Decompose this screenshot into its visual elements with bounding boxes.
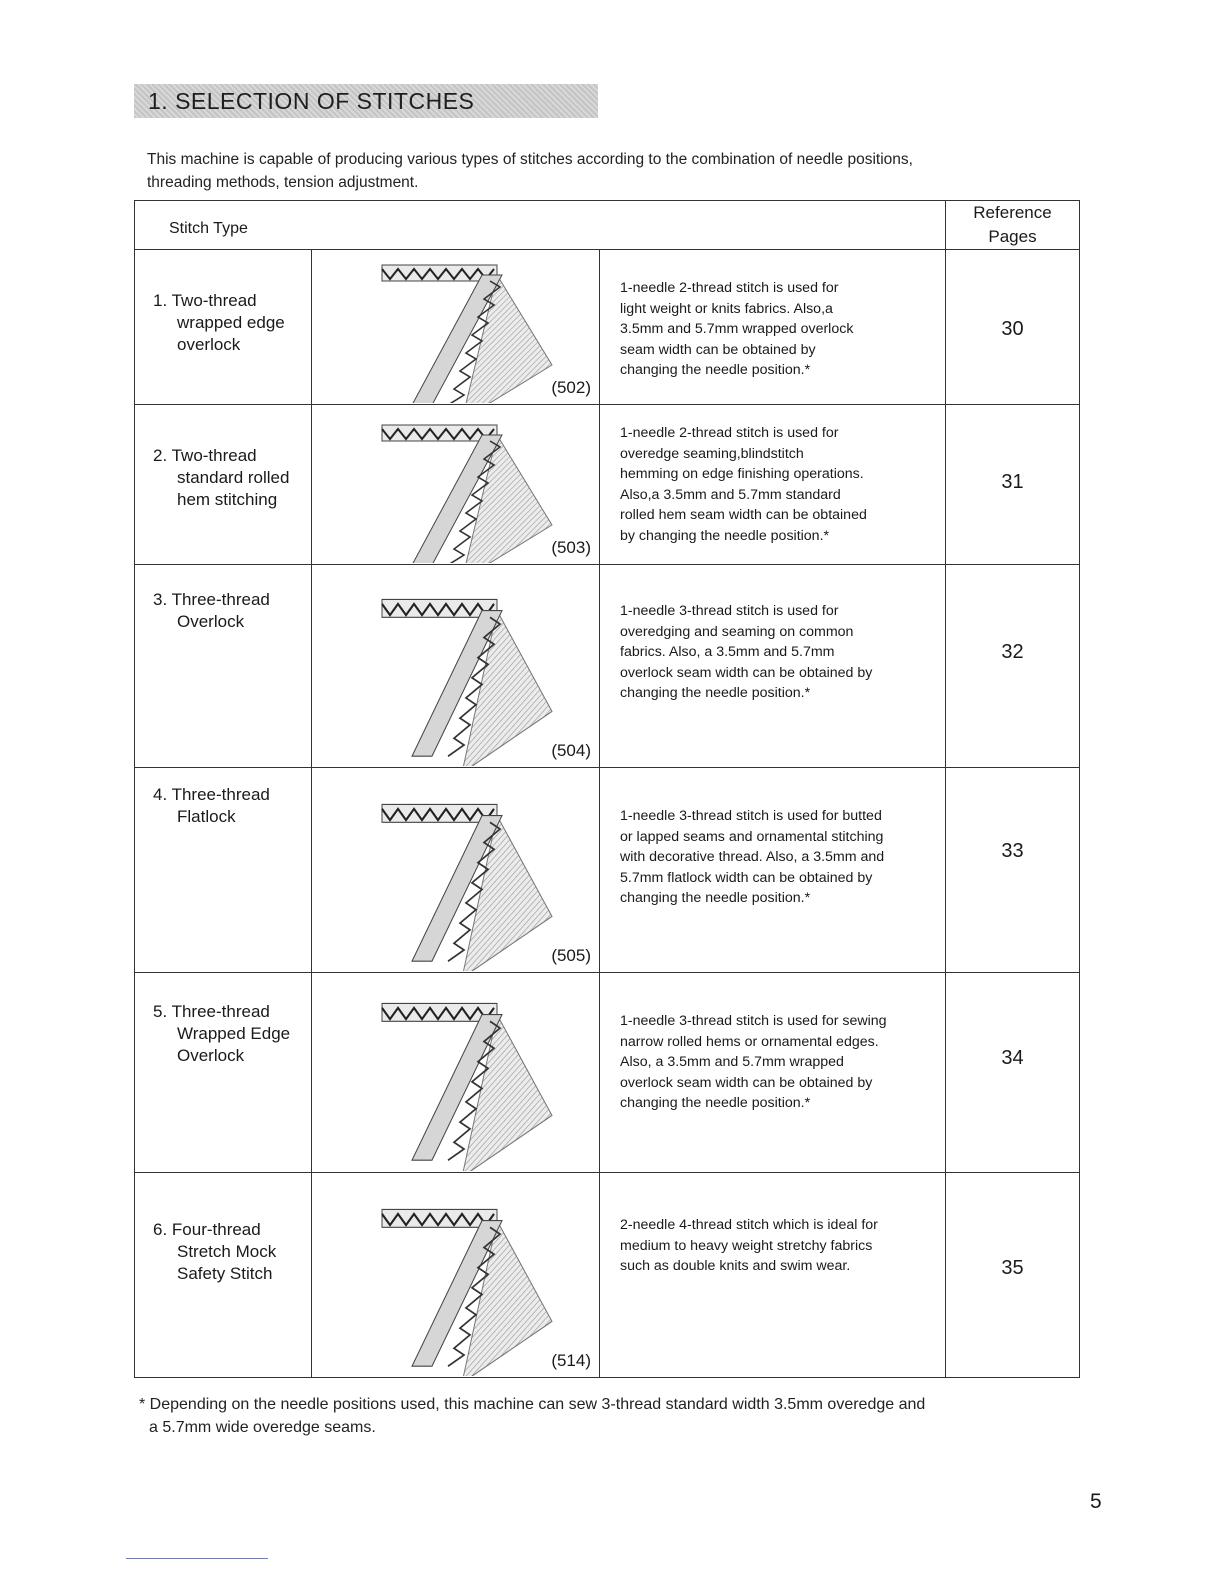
stitch-name-cell [135,768,312,973]
footnote [139,1393,925,1439]
stitch-name-cell [135,250,312,405]
description-line: changing the needle position.* [620,890,811,906]
table-row [135,565,1080,768]
reference-page: 33 [1001,840,1024,862]
stitch-code: (502) [551,378,591,397]
stitch-name-cell [135,405,312,565]
stitch-name-line: wrapped edge [177,313,285,332]
reference-page-cell [946,973,1080,1173]
description-line: or lapped seams and ornamental stitching [620,828,884,845]
description-line: with decorative thread. Also, a 3.5mm and [620,849,885,865]
stitch-name-line: overlock [177,335,241,354]
stitch-code: (504) [551,741,591,760]
stitch-diagram-504 [312,565,598,766]
stitch-diagram-cell [312,250,600,405]
description-line: changing the needle position.* [620,1095,811,1111]
stitch-name-line: Safety Stitch [177,1264,273,1283]
description-line: 3.5mm and 5.7mm wrapped overlock [620,321,854,337]
table-row [135,973,1080,1173]
description-line: 1-needle 2-thread stitch is used for [620,425,839,441]
page-number: 5 [1090,1490,1102,1513]
stitch-diagram-514 [312,1173,598,1376]
stitch-description-cell [600,250,946,405]
stitch-selection-table [134,200,1080,1378]
description-line: rolled hem seam width can be obtained [620,507,867,523]
header-ref-line-2: Pages [988,227,1037,246]
stitch-description-cell [600,405,946,565]
description-line: overedge seaming,blindstitch [620,445,804,462]
stitch-name-line: Overlock [177,612,245,631]
description-line: overedging and seaming on common [620,623,854,640]
description-line: 5.7mm flatlock width can be obtained by [620,869,873,886]
stitch-diagram-cell [312,405,600,565]
description-line: narrow rolled hems or ornamental edges. [620,1033,879,1050]
section-title: 1. SELECTION OF STITCHES [148,88,475,114]
description-line: 1-needle 3-thread stitch is used for sewing [620,1013,887,1029]
stitch-name-line: Overlock [177,1046,245,1065]
reference-page: 30 [1001,318,1024,340]
stitch-name-line: 3. Three-thread [153,590,270,609]
description-line: overlock seam width can be obtained by [620,1074,873,1091]
stitch-description-cell [600,1173,946,1378]
description-line: by changing the needle position.* [620,527,830,544]
table-row [135,405,1080,565]
footnote-line-2: a 5.7mm wide overedge seams. [149,1419,376,1436]
description-line: medium to heavy weight stretchy fabrics [620,1237,873,1254]
intro-paragraph [147,148,1077,194]
stitch-name-line: hem stitching [177,490,278,509]
stitch-name-line: Stretch Mock [177,1242,277,1261]
header-ref-line-1: Reference [973,203,1052,222]
description-line: overlock seam width can be obtained by [620,664,873,681]
header-reference-pages [946,201,1080,250]
stitch-name-cell [135,973,312,1173]
stitch-description-cell [600,768,946,973]
intro-line-2: threading methods, tension adjustment. [147,174,419,191]
reference-page: 31 [1001,471,1024,493]
table-header-row [135,201,1080,250]
description-line: 1-needle 3-thread stitch is used for [620,603,839,619]
section-title-bar [134,84,598,118]
stitch-name-line: 2. Two-thread [153,446,257,465]
stitch-name-line: 6. Four-thread [153,1220,261,1239]
stitch-name-line: Wrapped Edge [177,1024,291,1043]
reference-page: 32 [1001,641,1024,663]
reference-page-cell [946,768,1080,973]
description-line: hemming on edge finishing operations. [620,466,864,482]
reference-page-cell [946,1173,1080,1378]
description-line: changing the needle position.* [620,362,811,378]
stitch-name-line: 5. Three-thread [153,1002,270,1021]
stitch-name-line: 1. Two-thread [153,291,257,310]
stitch-diagram-wrapped-edge [312,973,598,1171]
description-line: fabrics. Also, a 3.5mm and 5.7mm [620,644,835,660]
reference-page-cell [946,250,1080,405]
stitch-code: (514) [551,1351,591,1370]
description-line: 1-needle 2-thread stitch is used for [620,280,839,296]
stitch-name-line: standard rolled [177,468,290,487]
stitch-name-line: Flatlock [177,807,236,826]
description-line: such as double knits and swim wear. [620,1258,851,1274]
reference-page-cell [946,405,1080,565]
stitch-diagram-cell [312,768,600,973]
header-stitch-type: Stitch Type [135,201,946,250]
reference-page: 35 [1001,1257,1024,1279]
footnote-line-1: * Depending on the needle positions used, this machine can sew 3-thread standard width 3.5mm overedge and [139,1396,926,1413]
stitch-description-cell [600,973,946,1173]
stitch-diagram-cell [312,565,600,768]
stitch-code: (503) [551,538,591,557]
description-line: changing the needle position.* [620,685,811,701]
stitch-diagram-505 [312,768,598,971]
table-row [135,768,1080,973]
stitch-diagram-cell [312,1173,600,1378]
intro-line-1: This machine is capable of producing various types of stitches according to the combination of needle positions, [147,151,913,168]
bottom-rule [126,1558,268,1559]
stitch-diagram-cell [312,973,600,1173]
stitch-name-line: 4. Three-thread [153,785,270,804]
description-line: Also, a 3.5mm and 5.7mm wrapped [620,1054,844,1070]
stitch-code: (505) [551,946,591,965]
description-line: light weight or knits fabrics. Also,a [620,300,833,317]
stitch-name-cell [135,1173,312,1378]
table-row [135,1173,1080,1378]
table-row [135,250,1080,405]
stitch-description-cell [600,565,946,768]
reference-page-cell [946,565,1080,768]
description-line: 2-needle 4-thread stitch which is ideal for [620,1217,878,1233]
description-line: Also,a 3.5mm and 5.7mm standard [620,486,841,503]
reference-page: 34 [1001,1047,1024,1069]
description-line: seam width can be obtained by [620,341,816,358]
stitch-name-cell [135,565,312,768]
description-line: 1-needle 3-thread stitch is used for butted [620,808,882,824]
